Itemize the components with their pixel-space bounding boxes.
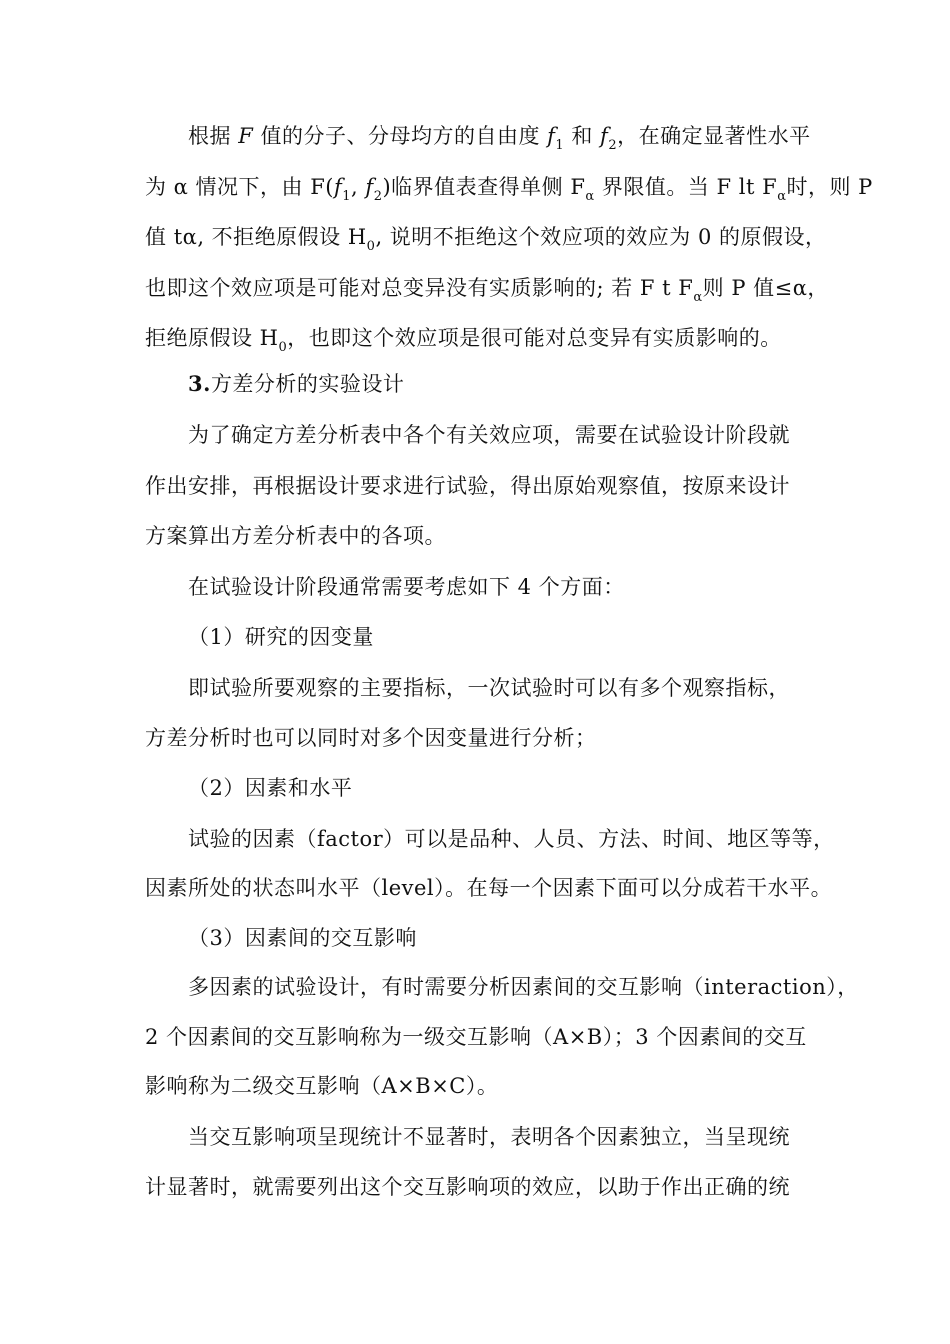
item3-heading: （3）因素间的交互影响 — [188, 926, 417, 950]
paragraph2-line1: 为了确定方差分析表中各个有关效应项，需要在试验设计阶段就 — [188, 423, 790, 447]
item1-heading: （1）研究的因变量 — [188, 625, 374, 649]
paragraph1-line2: 为 α 情况下，由 $F(f_1$, $f_2$)临界值表查得单侧 $F_\alpha$ 界限值。当 F lt $F_\alpha$时，则 P — [145, 175, 873, 204]
paragraph1-line1: 根据 F 值的分子、分母均方的自由度 $f_1$ 和 $f_2$，在确定显著性水平 — [188, 124, 811, 153]
paragraph2-line2: 作出安排，再根据设计要求进行试验，得出原始观察值，按原来设计 — [145, 474, 790, 498]
item2-heading: （2）因素和水平 — [188, 776, 353, 800]
paragraph1-line5: 拒绝原假设 $H_0$，也即这个效应项是很可能对总变异有实质影响的。 — [145, 326, 782, 355]
section-heading: 3.方差分析的实验设计 — [188, 371, 405, 396]
item1-line2: 方差分析时也可以同时对多个因变量进行分析； — [145, 726, 597, 750]
item3-line2: 2 个因素间的交互影响称为一级交互影响（A×B）；3 个因素间的交互 — [145, 1025, 807, 1049]
paragraph1-line3: 值 tα, 不拒绝原假设 $H_0$, 说明不拒绝这个效应项的效应为 0 的原假设， — [145, 225, 827, 254]
paragraph3-line1: 在试验设计阶段通常需要考虑如下 4 个方面： — [188, 575, 625, 599]
paragraph4-line2: 计显著时，就需要列出这个交互影响项的效应，以助于作出正确的统 — [145, 1175, 790, 1199]
item2-line1: 试验的因素（factor）可以是品种、人员、方法、时间、地区等等， — [188, 827, 835, 851]
paragraph2-line3: 方案算出方差分析表中的各项。 — [145, 524, 446, 548]
paragraph1-line4: 也即这个效应项是可能对总变异没有实质影响的; 若 F t $F_\alpha$则 P 值≤α， — [145, 276, 829, 305]
item2-line2: 因素所处的状态叫水平（level）。在每一个因素下面可以分成若干水平。 — [145, 876, 833, 900]
item3-line3: 影响称为二级交互影响（A×B×C）。 — [145, 1074, 499, 1098]
paragraph4-line1: 当交互影响项呈现统计不显著时，表明各个因素独立，当呈现统 — [188, 1125, 790, 1149]
item3-line1: 多因素的试验设计，有时需要分析因素间的交互影响（interaction）， — [188, 975, 859, 999]
item1-line1: 即试验所要观察的主要指标，一次试验时可以有多个观察指标， — [188, 676, 790, 700]
